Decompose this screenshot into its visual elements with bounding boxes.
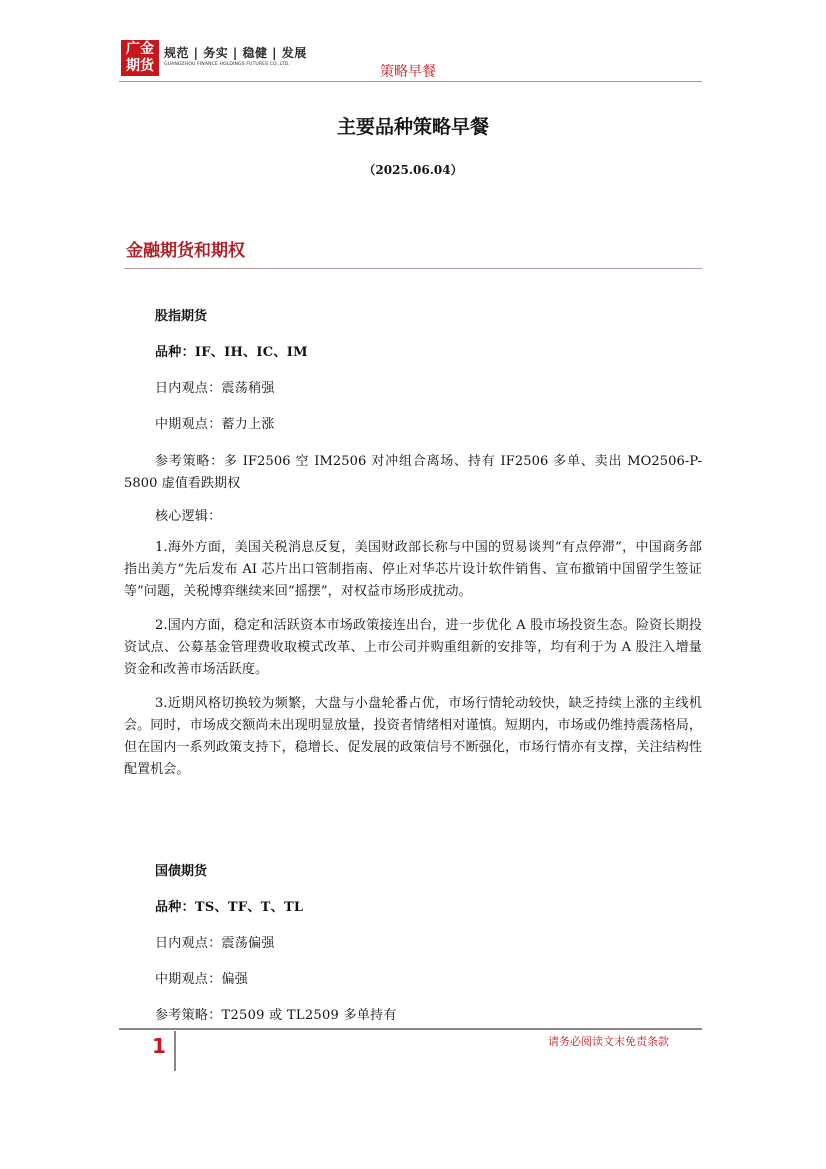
treasury-varieties: 品种：TS、TF、T、TL [155,900,304,915]
page-number-divider [174,1031,176,1071]
treasury-strategy: 参考策略：T2509 或 TL2509 多单持有 [155,1008,397,1023]
treasury-midterm-view: 中期观点：偏强 [155,972,249,987]
stock-index-midterm-view: 中期观点：蓄力上涨 [155,417,275,432]
footer-divider [119,1028,702,1030]
stock-index-logic-2: 2.国内方面，稳定和活跃资本市场政策接连出台，进一步优化 A 股市场投资生态。险资长期投资试点、公募基金管理费收取模式改革、上市公司并购重组新的安排等，均有利于为 A 股注入增量资金和改善市场活跃度。 [124,618,702,677]
stock-index-logic-label: 核心逻辑： [155,509,222,524]
stock-index-logic-1: 1.海外方面，美国关税消息反复，美国财政部长称与中国的贸易谈判“有点停滞”，中国商务部指出美方“先后发布 AI 芯片出口管制指南、停止对华芯片设计软件销售、宣布撤销中国留学生签证等”问题，关税博弈继续来回“摇摆”，对权益市场形成扰动。 [124,540,702,599]
stock-index-title: 股指期货 [155,309,208,324]
stock-index-block [124,307,702,793]
stock-index-logic-3: 3.近期风格切换较为频繁，大盘与小盘轮番占优，市场行情轮动较快，缺乏持续上涨的主线机会。同时，市场成交额尚未出现明显放量，投资者情绪相对谨慎。短期内，市场或仍维持震荡格局，但在国内一系列政策支持下，稳增长、促发展的政策信号不断强化，市场行情亦有支撑，关注结构性配置机会。 [124,696,702,777]
disclaimer-notice: 请务必阅读文末免责条款 [548,1035,669,1048]
header-divider [119,81,702,82]
company-slogan: 规范 | 务实 | 稳健 | 发展 [164,46,307,60]
document-date: （2025.06.04） [363,163,463,177]
stock-index-strategy: 参考策略：多 IF2506 空 IM2506 对冲组合离场、持有 IF2506 多单、卖出 MO2506-P-5800 虚值看跌期权 [124,454,702,491]
section-divider [124,268,702,269]
logo-text-line2: 期货 [126,58,154,74]
section-title: 金融期货和期权 [126,241,245,261]
logo-text-line1: 广金 [126,41,154,57]
stock-index-intraday-view: 日内观点：震荡稍强 [155,381,275,396]
treasury-block [124,862,702,1042]
page-number: 1 [152,1034,166,1058]
company-english-name: GUANGZHOU FINANCE HOLDINGS FUTURES CO.,LTD. [164,62,290,67]
report-type-label: 策略早餐 [380,64,436,80]
treasury-title: 国债期货 [155,864,208,879]
document-title: 主要品种策略早餐 [336,116,489,138]
company-logo [121,40,159,76]
treasury-intraday-view: 日内观点：震荡偏强 [155,936,275,951]
stock-index-varieties: 品种：IF、IH、IC、IM [155,345,308,360]
